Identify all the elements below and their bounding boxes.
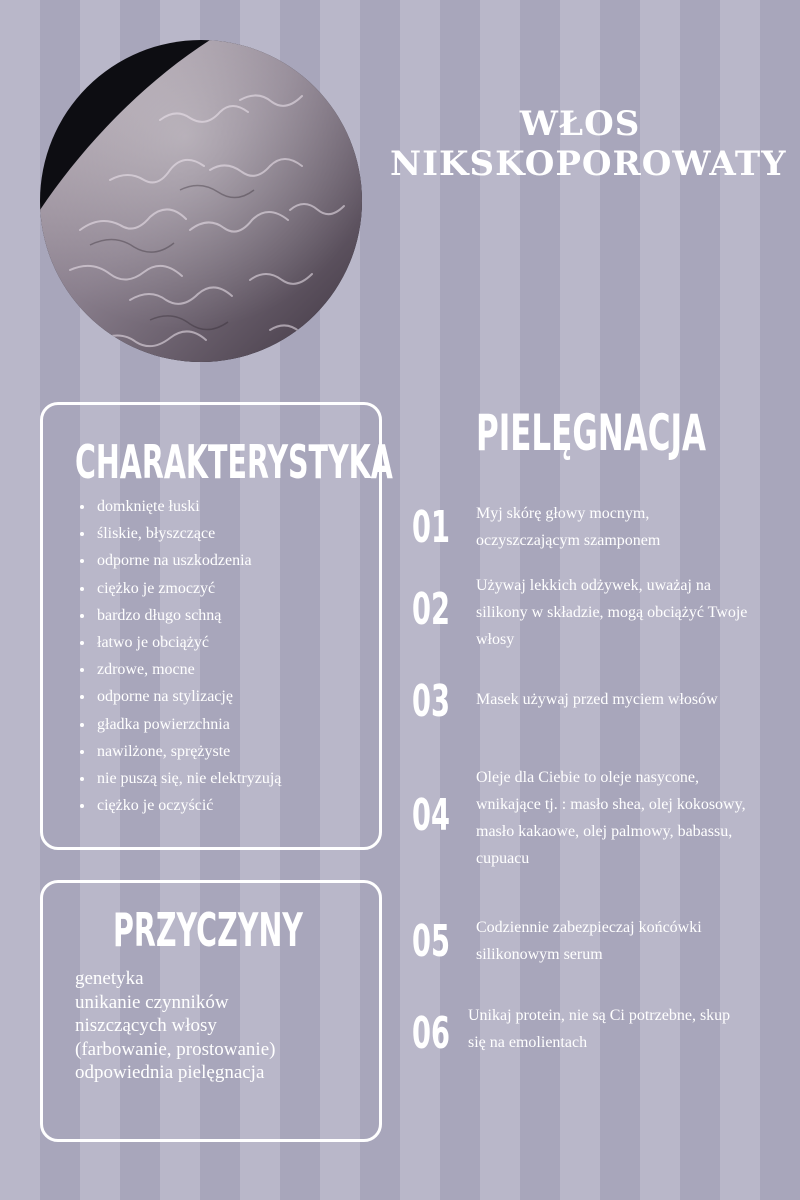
causes-line: odpowiednia pielęgnacja — [75, 1062, 265, 1083]
step-number: 04 — [412, 790, 450, 841]
list-item: • śliskie, błyszczące — [95, 520, 281, 547]
step-number: 01 — [412, 502, 450, 553]
list-item: • bardzo długo schną — [95, 602, 281, 629]
list-item: • zdrowe, mocne — [95, 656, 281, 683]
step-text: Oleje dla Ciebie to oleje nasycone, wnikające tj. : masło shea, olej kokosowy, masło kakaowe, olej palmowy, babassu, cupuacu — [476, 769, 746, 867]
page-title-line-2: NIKSKOPOROWATY — [390, 144, 787, 184]
page-title-line-1: WŁOS — [519, 104, 641, 144]
causes-title: PRZYCZYNY — [113, 903, 303, 957]
causes-line: genetyka — [75, 968, 144, 989]
list-item: • ciężko je oczyścić — [95, 792, 281, 819]
step-number: 02 — [412, 584, 450, 635]
list-item: • ciężko je zmoczyć — [95, 575, 281, 602]
step-number: 05 — [412, 916, 450, 967]
step-number: 06 — [412, 1008, 450, 1059]
step-text: Używaj lekkich odżywek, uważaj na silikony w składzie, mogą obciążyć Twoje włosy — [476, 577, 748, 648]
list-item: • nie puszą się, nie elektryzują — [95, 765, 281, 792]
page-title — [390, 104, 787, 184]
causes-line: niszczących włosy — [75, 1015, 217, 1036]
care-title: PIELĘGNACJA — [476, 404, 707, 462]
step-text: Masek używaj przed myciem włosów — [476, 691, 718, 708]
causes-card — [40, 880, 382, 1142]
list-item: • łatwo je obciążyć — [95, 629, 281, 656]
list-item: • odporne na uszkodzenia — [95, 547, 281, 574]
causes-line: unikanie czynników — [75, 991, 229, 1013]
step-text: Unikaj protein, nie są Ci potrzebne, skup się na emolientach — [468, 1007, 731, 1051]
characteristics-card — [40, 402, 393, 850]
characteristics-title: CHARAKTERYSTYKA — [75, 435, 393, 489]
causes-list — [75, 967, 275, 1085]
list-item: • nawilżone, sprężyste — [95, 738, 281, 765]
causes-line: (farbowanie, prostowanie) — [75, 1038, 276, 1060]
characteristics-list — [75, 493, 281, 819]
step-text: Myj skórę głowy mocnym, oczyszczającym szamponem — [476, 505, 661, 549]
list-item: • odporne na stylizację — [95, 683, 281, 710]
step-text: Codziennie zabezpieczaj końcówki silikonowym serum — [476, 919, 702, 963]
list-item: • domknięte łuski — [95, 493, 281, 520]
hair-microscope-photo — [40, 40, 362, 362]
step-number: 03 — [412, 676, 450, 727]
list-item: • gładka powierzchnia — [95, 711, 281, 738]
